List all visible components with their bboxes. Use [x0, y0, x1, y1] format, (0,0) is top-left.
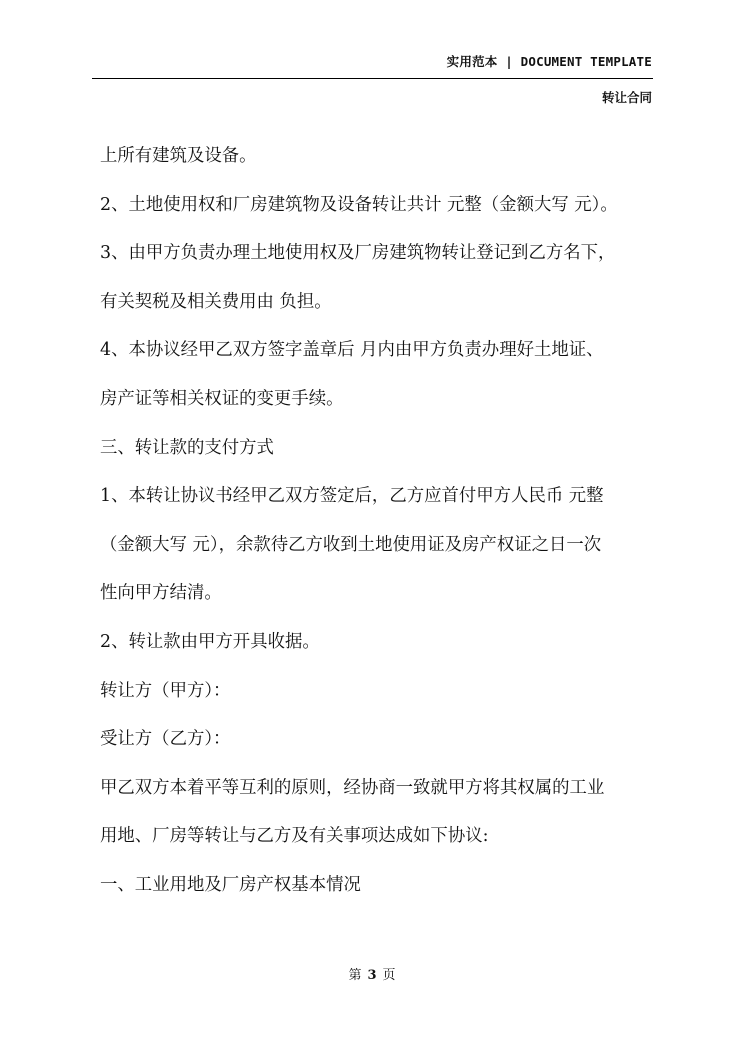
document-header-subtitle: 转让合同: [601, 90, 652, 105]
body-line: 3、由甲方负责办理土地使用权及厂房建筑物转让登记到乙方名下，: [100, 243, 616, 264]
header-divider: [92, 78, 653, 79]
document-body: [100, 132, 660, 910]
section-heading: 一、工业用地及厂房产权基本情况: [100, 874, 361, 895]
body-line: 有关契税及相关费用由 负担。: [100, 291, 332, 312]
page-footer: [0, 964, 744, 983]
transferee-label: 受让方（乙方）：: [100, 729, 231, 750]
body-line: 上所有建筑及设备。: [100, 146, 257, 166]
page-number: 3: [367, 968, 377, 983]
body-line: 甲乙双方本着平等互利的原则，经协商一致就甲方将其权属的工业: [100, 777, 605, 798]
body-line: 房产证等相关权证的变更手续。: [100, 388, 344, 409]
body-line: 用地、厂房等转让与乙方及有关事项达成如下协议:: [100, 826, 489, 847]
body-line: 2、转让款由甲方开具收据。: [100, 631, 320, 652]
body-line: 1、本转让协议书经甲乙双方签定后，乙方应首付甲方人民币 元整: [100, 486, 604, 507]
body-line: 性向甲方结清。: [100, 583, 222, 604]
transferor-label: 转让方（甲方）：: [100, 680, 231, 701]
section-heading: 三、转让款的支付方式: [100, 437, 274, 458]
document-header-title: 实用范本 | DOCUMENT TEMPLATE: [446, 54, 652, 69]
page-number-prefix: 第: [348, 968, 362, 983]
body-line: 4、本协议经甲乙双方签字盖章后 月内由甲方负责办理好土地证、: [100, 340, 604, 361]
page-number-suffix: 页: [382, 968, 396, 983]
body-line: （金额大写 元），余款待乙方收到土地使用证及房产权证之日一次: [100, 534, 602, 555]
body-line: 2、土地使用权和厂房建筑物及设备转让共计 元整（金额大写 元）。: [100, 194, 618, 215]
